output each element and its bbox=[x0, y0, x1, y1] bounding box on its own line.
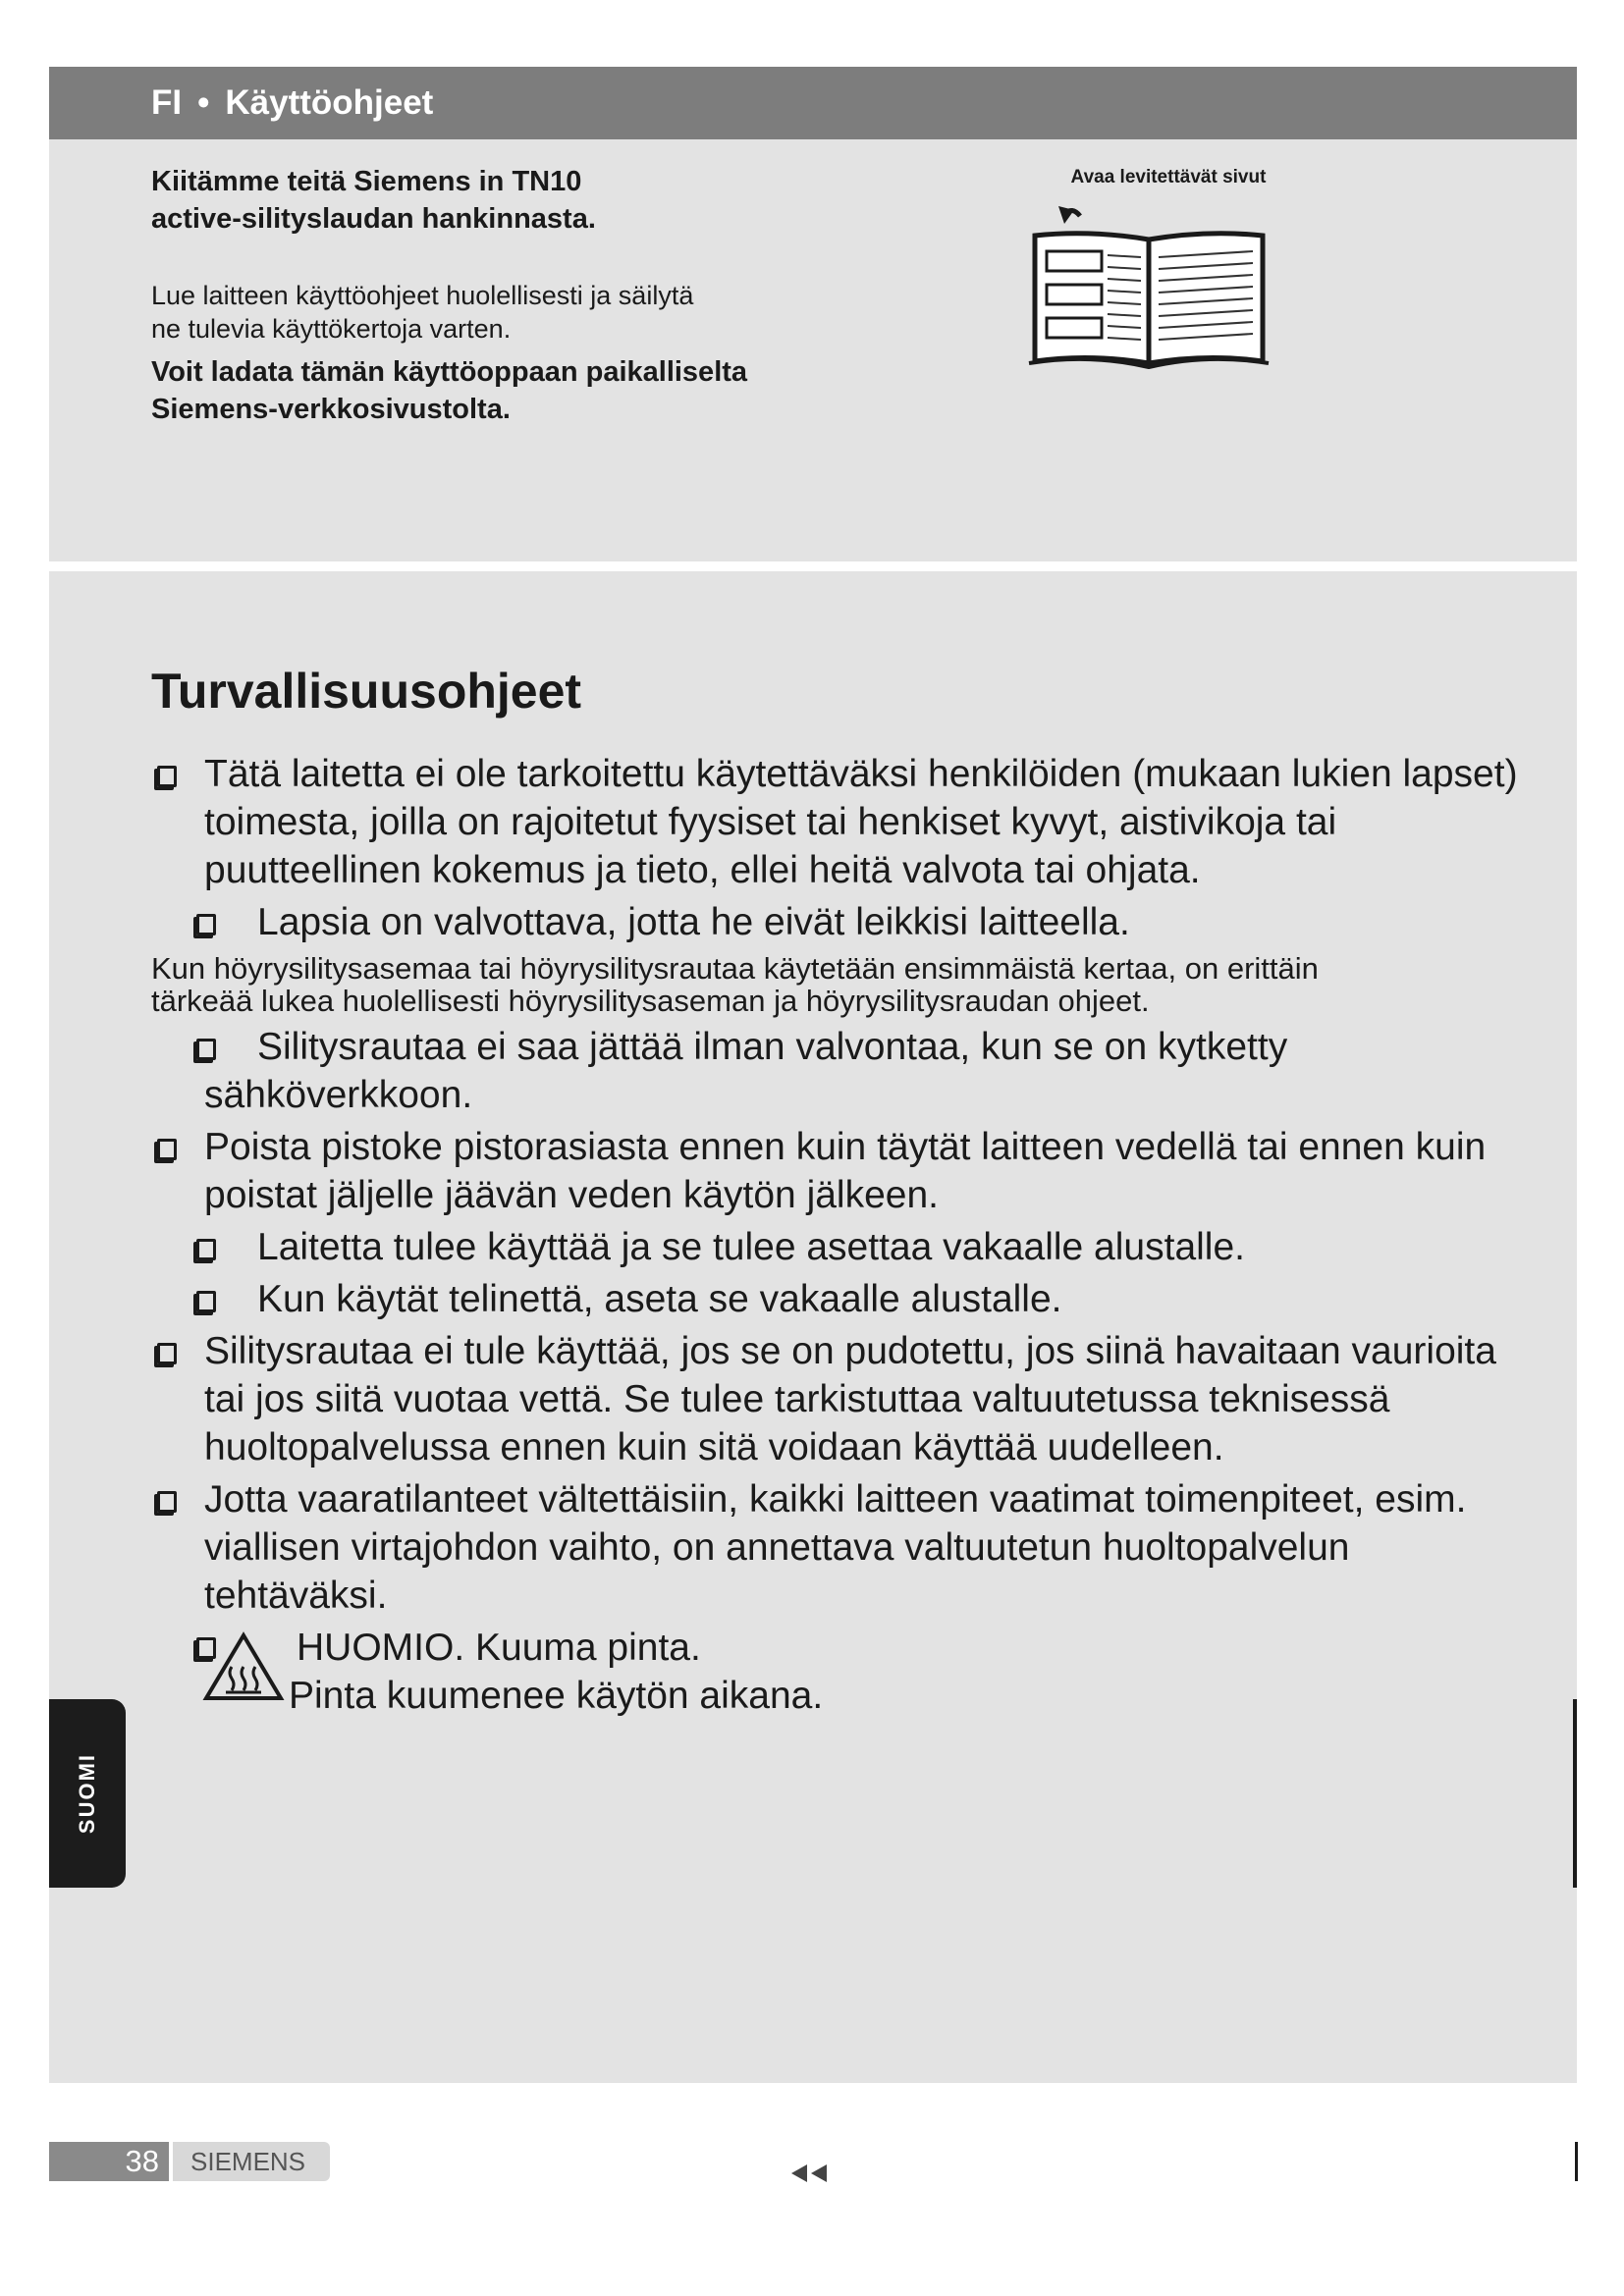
read-instructions-text bbox=[151, 279, 858, 346]
thanks-text bbox=[151, 163, 858, 238]
right-margin-rule bbox=[1573, 1699, 1577, 1888]
intro-text bbox=[151, 163, 858, 428]
footer-brand: SIEMENS bbox=[173, 2142, 330, 2181]
list-item bbox=[151, 1275, 1536, 1323]
list-item bbox=[151, 1475, 1536, 1620]
list-item bbox=[151, 750, 1536, 894]
checkbox-bullet-icon bbox=[157, 766, 177, 787]
list-item bbox=[151, 1123, 1536, 1219]
fold-out-label: Avaa levitettävät sivut bbox=[1070, 167, 1267, 187]
thanks-line-2: active-silityslaudan hankinnasta. bbox=[151, 203, 596, 235]
checkbox-bullet-icon bbox=[157, 1343, 177, 1364]
language-side-tab bbox=[49, 1699, 126, 1888]
item-text: Silitysrautaa ei tule käyttää, jos se on pudotettu, jos siinä havaitaan vaurioita tai jos siitä vuotaa vettä. Se tulee tarkistuttaa valtuutetussa teknisessä huoltopalvelussa ennen kuin sitä voidaan käyttää uudelleen. bbox=[204, 1330, 1496, 1468]
list-item bbox=[151, 1327, 1536, 1471]
side-tab-label: SUOMI bbox=[75, 1752, 99, 1835]
read-line-2: ne tulevia käyttökertoja varten. bbox=[151, 314, 512, 344]
header-separator: • bbox=[197, 83, 210, 122]
warning-line-1: HUOMIO. Kuuma pinta. bbox=[297, 1627, 701, 1669]
checkbox-bullet-icon bbox=[157, 1491, 177, 1513]
header-bar bbox=[49, 67, 1577, 139]
safety-title: Turvallisuusohjeet bbox=[151, 664, 582, 719]
item-text: Tätä laitetta ei ole tarkoitettu käytettäväksi henkilöiden (mukaan lukien lapset) toimesta, joilla on rajoitetut fyysiset tai henkiset kyvyt, aistivikoja tai puutteellinen kokemus ja tieto, ellei heitä valvota tai ohjata. bbox=[204, 753, 1518, 891]
note-line-1: Kun höyrysilitysasemaa tai höyrysilitysrautaa käytetään ensimmäistä kertaa, on erittäin bbox=[151, 951, 1319, 986]
first-use-note bbox=[151, 952, 1536, 1017]
download-line-2: Siemens-verkkosivustolta. bbox=[151, 394, 511, 425]
checkbox-bullet-icon bbox=[157, 1139, 177, 1160]
warning-line-2: Pinta kuumenee käytön aikana. bbox=[289, 1675, 824, 1717]
list-item bbox=[151, 898, 1536, 946]
header-lang: FI bbox=[151, 83, 183, 122]
item-text: Kun käytät telinettä, aseta se vakaalle alustalle. bbox=[257, 1278, 1062, 1320]
safety-panel bbox=[49, 571, 1577, 2083]
item-text: Jotta vaaratilanteet vältettäisiin, kaikki laitteen vaatimat toimenpiteet, esim. viallisen virtajohdon vaihto, on annettava valtuutetun huoltopalvelun tehtäväksi. bbox=[204, 1478, 1467, 1617]
back-arrows-icon bbox=[789, 2162, 833, 2185]
hot-surface-warning-icon bbox=[202, 1629, 285, 1702]
page-number: 38 bbox=[49, 2142, 169, 2181]
header-title: Käyttöohjeet bbox=[225, 83, 434, 122]
thanks-line-1: Kiitämme teitä Siemens in TN10 bbox=[151, 166, 582, 197]
item-text: Silitysrautaa ei saa jättää ilman valvontaa, kun se on kytketty sähköverkkoon. bbox=[204, 1026, 1288, 1116]
checkbox-bullet-icon bbox=[196, 1239, 216, 1260]
list-item bbox=[151, 1223, 1536, 1271]
item-text: Poista pistoke pistorasiasta ennen kuin täytät laitteen vedellä tai ennen kuin poistat jäljelle jäävän veden käytön jälkeen. bbox=[204, 1126, 1487, 1216]
footer-rule bbox=[1575, 2142, 1578, 2181]
download-text bbox=[151, 353, 858, 428]
checkbox-bullet-icon bbox=[196, 1039, 216, 1060]
safety-list bbox=[151, 746, 1536, 1720]
open-book-icon bbox=[1021, 196, 1296, 369]
checkbox-bullet-icon bbox=[196, 1291, 216, 1312]
note-line-2: tärkeää lukea huolellisesti höyrysilitysaseman ja höyrysilitysraudan ohjeet. bbox=[151, 984, 1150, 1018]
list-item bbox=[151, 1023, 1536, 1119]
item-text: Laitetta tulee käyttää ja se tulee asettaa vakaalle alustalle. bbox=[257, 1226, 1245, 1268]
read-line-1: Lue laitteen käyttöohjeet huolellisesti ja säilytä bbox=[151, 281, 694, 310]
hot-surface-warning bbox=[151, 1624, 1536, 1720]
download-line-1: Voit ladata tämän käyttöoppaan paikalliselta bbox=[151, 356, 748, 388]
intro-panel bbox=[49, 139, 1577, 561]
item-text: Lapsia on valvottava, jotta he eivät leikkisi laitteella. bbox=[257, 901, 1130, 943]
checkbox-bullet-icon bbox=[196, 914, 216, 935]
